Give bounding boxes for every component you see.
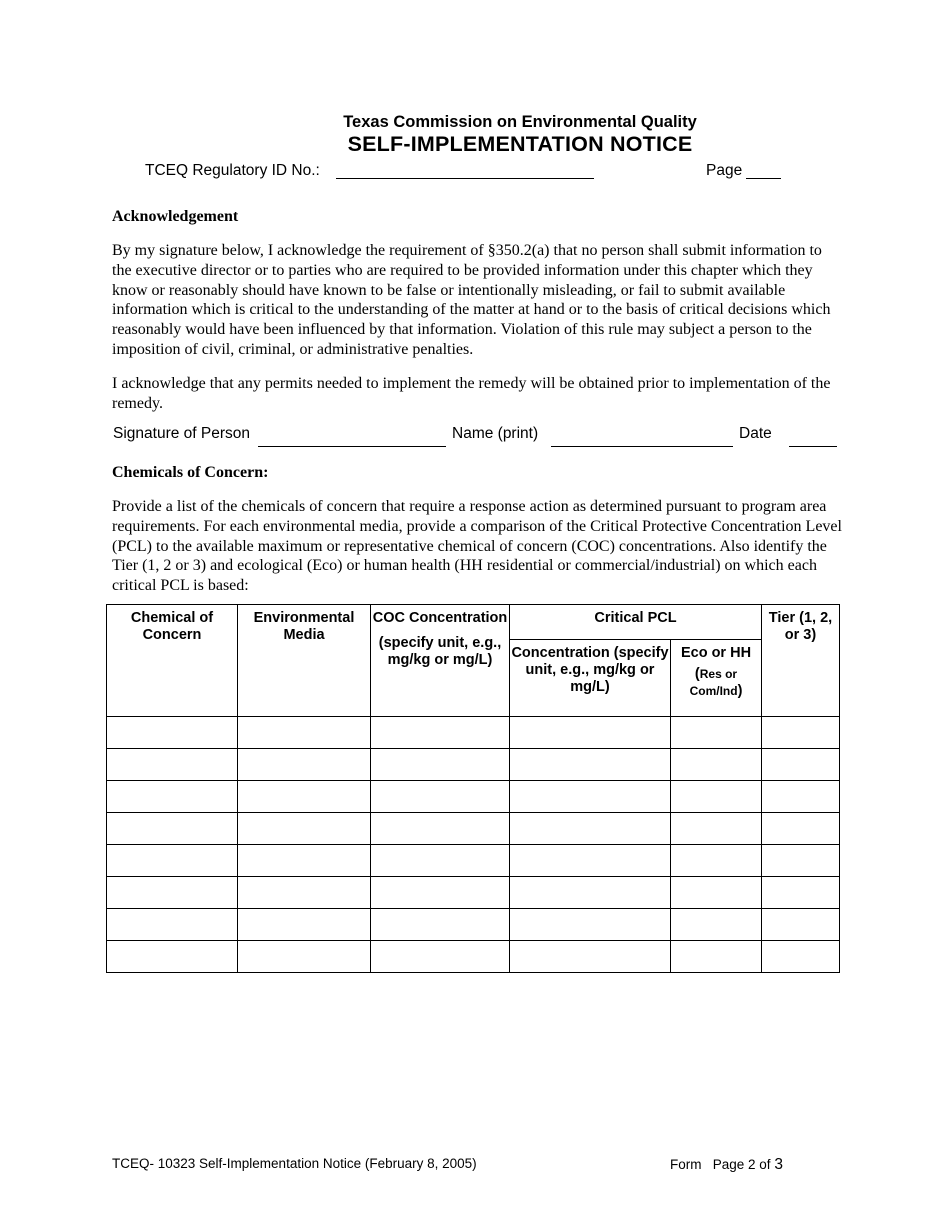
table-cell[interactable] xyxy=(510,877,671,909)
column-header-media-text: Environmental Media xyxy=(253,610,355,643)
column-header-eco-hh-close: ) xyxy=(737,683,743,699)
table-cell[interactable] xyxy=(371,749,510,781)
table-cell[interactable] xyxy=(762,941,840,973)
table-cell[interactable] xyxy=(510,813,671,845)
table-cell[interactable] xyxy=(107,941,238,973)
table-cell[interactable] xyxy=(762,845,840,877)
table-row xyxy=(107,749,840,781)
table-cell[interactable] xyxy=(371,941,510,973)
column-header-pcl-concentration-text: Concentration (specify unit, e.g., mg/kg or mg/L) xyxy=(511,645,669,695)
column-header-eco-hh xyxy=(671,640,762,717)
table-cell[interactable] xyxy=(107,781,238,813)
table-cell[interactable] xyxy=(762,909,840,941)
table-cell[interactable] xyxy=(762,877,840,909)
table-cell[interactable] xyxy=(371,877,510,909)
table-cell[interactable] xyxy=(238,749,371,781)
table-row xyxy=(107,813,840,845)
table-cell[interactable] xyxy=(107,813,238,845)
table-cell[interactable] xyxy=(671,813,762,845)
table-cell[interactable] xyxy=(671,909,762,941)
table-body xyxy=(107,717,840,973)
table-cell[interactable] xyxy=(107,845,238,877)
table-cell[interactable] xyxy=(238,909,371,941)
table-cell[interactable] xyxy=(371,813,510,845)
table-cell[interactable] xyxy=(510,909,671,941)
table-cell[interactable] xyxy=(762,813,840,845)
table-row xyxy=(107,877,840,909)
column-header-pcl-concentration xyxy=(510,640,671,717)
table-cell[interactable] xyxy=(510,941,671,973)
table-cell[interactable] xyxy=(510,749,671,781)
table-cell[interactable] xyxy=(238,845,371,877)
table-row xyxy=(107,845,840,877)
date-label: Date xyxy=(739,425,772,442)
table-row xyxy=(107,909,840,941)
agency-name: Texas Commission on Environmental Quality xyxy=(343,113,697,131)
table-cell[interactable] xyxy=(107,909,238,941)
table-cell[interactable] xyxy=(510,717,671,749)
table-cell[interactable] xyxy=(107,877,238,909)
table-cell[interactable] xyxy=(238,813,371,845)
name-print-field[interactable] xyxy=(551,446,733,447)
acknowledgement-heading: Acknowledgement xyxy=(112,208,239,225)
regulatory-id-field[interactable] xyxy=(336,178,594,179)
chemicals-heading: Chemicals of Concern: xyxy=(112,464,269,481)
regulatory-id-label: TCEQ Regulatory ID No.: xyxy=(145,162,320,179)
table-cell[interactable] xyxy=(371,781,510,813)
page-number-field[interactable] xyxy=(746,178,781,179)
table-cell[interactable] xyxy=(238,877,371,909)
footer-form-id: TCEQ- 10323 Self-Implementation Notice (February 8, 2005) xyxy=(112,1156,477,1171)
signature-label: Signature of Person xyxy=(113,425,251,442)
footer-page-text: Page 2 of xyxy=(712,1157,771,1172)
table-cell[interactable] xyxy=(671,941,762,973)
footer-page-info xyxy=(670,1156,783,1174)
table-row xyxy=(107,717,840,749)
table-cell[interactable] xyxy=(371,717,510,749)
table-cell[interactable] xyxy=(671,781,762,813)
table-cell[interactable] xyxy=(762,749,840,781)
table-cell[interactable] xyxy=(371,909,510,941)
signature-field[interactable] xyxy=(258,446,446,447)
column-header-media xyxy=(238,605,371,717)
table-cell[interactable] xyxy=(238,717,371,749)
column-header-coc-title: COC Concentration xyxy=(372,610,508,626)
table-cell[interactable] xyxy=(107,717,238,749)
column-header-eco-hh-note: Res or Com/Ind xyxy=(689,667,738,698)
footer-page-total: 3 xyxy=(774,1156,783,1173)
footer-form-label: Form xyxy=(670,1157,702,1172)
column-header-chemical-text: Chemical of Concern xyxy=(130,610,214,643)
table-cell[interactable] xyxy=(671,717,762,749)
column-header-critical-pcl xyxy=(510,605,762,640)
column-header-chemical xyxy=(107,605,238,717)
table-cell[interactable] xyxy=(510,845,671,877)
form-title: SELF-IMPLEMENTATION NOTICE xyxy=(347,132,693,156)
column-header-coc-note: (specify unit, e.g., mg/kg or mg/L) xyxy=(378,635,502,668)
table-cell[interactable] xyxy=(671,845,762,877)
table-cell[interactable] xyxy=(238,781,371,813)
page-label: Page xyxy=(706,162,743,179)
column-header-tier-text: Tier (1, 2, or 3) xyxy=(768,610,833,643)
chemicals-table xyxy=(106,604,840,973)
table-cell[interactable] xyxy=(510,781,671,813)
date-field[interactable] xyxy=(789,446,837,447)
acknowledgement-paragraph: By my signature below, I acknowledge the requirement of §350.2(a) that no person shall submit information to the executive director or to parties who are required to be provided information under this chapter which they know or reasonably should have known to be false or intentionally misleading, or fail to submit available information which is critical to the understanding of the matter at hand or to the basis of critical decisions which reasonably would have been influenced by that information. Violation of this rule may subject a person to the imposition of civil, criminal, or administrative penalties. xyxy=(112,242,831,358)
column-header-tier xyxy=(762,605,840,717)
table-cell[interactable] xyxy=(762,781,840,813)
column-header-eco-hh-open: ( xyxy=(694,666,700,682)
chemicals-paragraph: Provide a list of the chemicals of concern that require a response action as determined pursuant to program area requirements. For each environmental media, provide a comparison of the Critical Protective Concentration Level (PCL) to the available maximum or representative chemical of concern (COC) concentrations. Also identify the Tier (1, 2 or 3) and ecological (Eco) or human health (HH residential or commercial/industrial) on which each critical PCL is based: xyxy=(112,498,842,595)
table-row xyxy=(107,781,840,813)
column-header-coc xyxy=(371,605,510,717)
permits-paragraph: I acknowledge that any permits needed to implement the remedy will be obtained prior to implementation of the remedy. xyxy=(112,375,831,412)
name-print-label: Name (print) xyxy=(452,425,539,442)
column-header-critical-pcl-text: Critical PCL xyxy=(594,610,677,626)
table-row xyxy=(107,941,840,973)
column-header-eco-hh-title: Eco or HH xyxy=(680,645,752,661)
table-cell[interactable] xyxy=(671,877,762,909)
table-cell[interactable] xyxy=(238,941,371,973)
table-cell[interactable] xyxy=(107,749,238,781)
table-cell[interactable] xyxy=(762,717,840,749)
table-cell[interactable] xyxy=(371,845,510,877)
table-cell[interactable] xyxy=(671,749,762,781)
